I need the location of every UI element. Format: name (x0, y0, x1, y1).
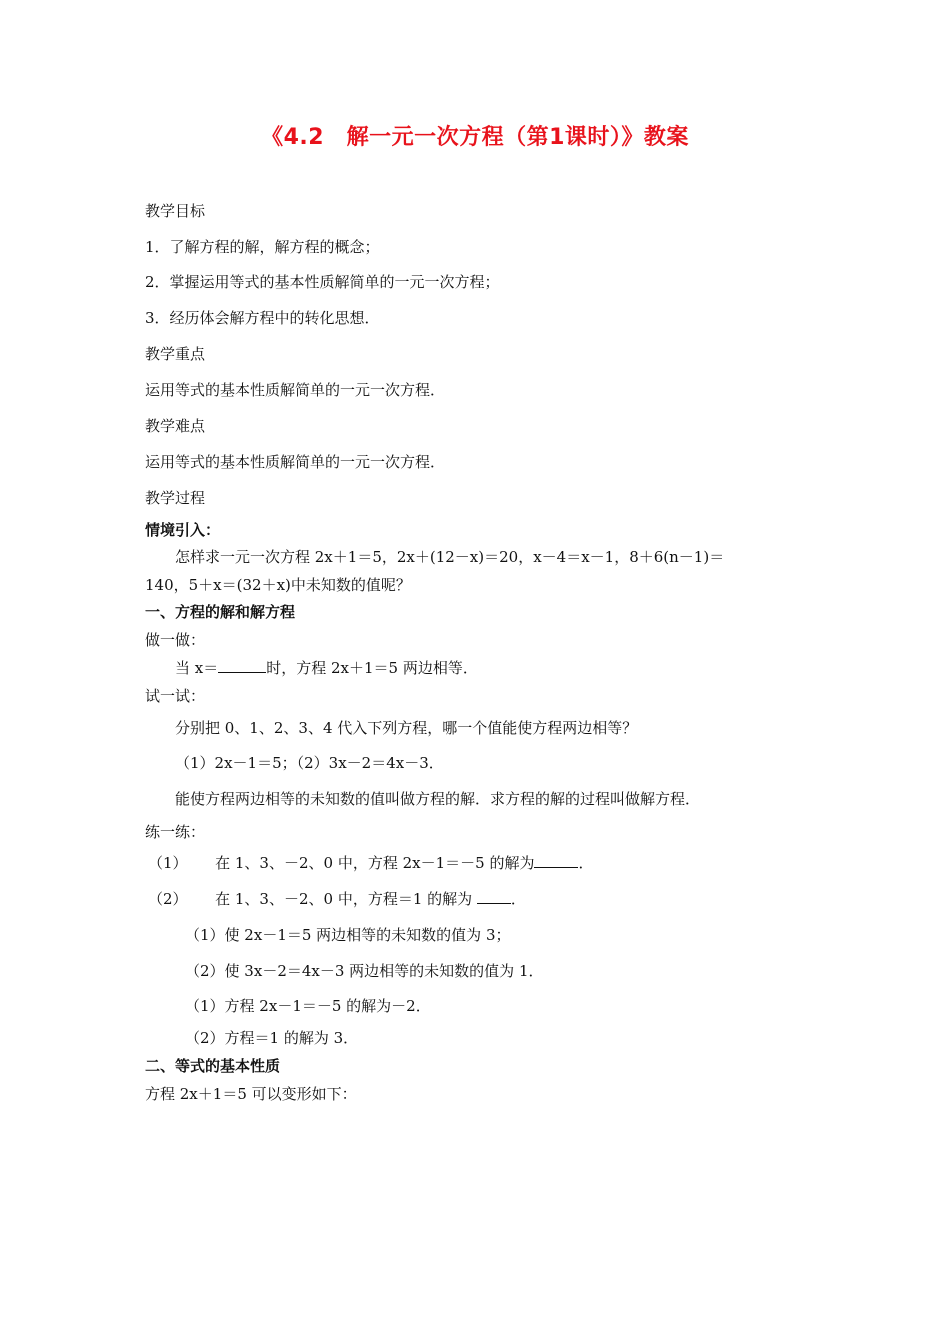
answer-line: （2）方程＝1 的解为 3． (185, 1029, 359, 1047)
answer-line: （1）方程 2x－1＝－5 的解为－2． (185, 997, 431, 1015)
intro-heading: 情境引入： (145, 521, 221, 539)
practice-1-number: （1） (148, 854, 188, 872)
answer-line: （2）使 3x－2＝4x－3 两边相等的未知数的值为 1． (185, 962, 544, 980)
do-sentence (175, 658, 478, 678)
key-point-heading: 教学重点 (145, 345, 206, 363)
answer-blank (534, 853, 578, 868)
practice-2-number: （2） (148, 890, 188, 908)
try-label: 试一试： (145, 687, 206, 705)
objective-item: 3．经历体会解方程中的转化思想． (145, 309, 380, 327)
key-point-text: 运用等式的基本性质解简单的一元一次方程． (145, 381, 446, 399)
section1-heading: 一、方程的解和解方程 (145, 603, 296, 621)
objective-item: 1．了解方程的解，解方程的概念； (145, 238, 380, 256)
practice-2-text: 在 1、3、－2、0 中，方程＝1 的解为 (215, 890, 473, 908)
answer-blank (218, 658, 266, 673)
do-text-a: 当 x＝ (175, 659, 219, 677)
do-text-b: 时，方程 2x＋1＝5 两边相等． (266, 659, 478, 677)
intro-line-1: 怎样求一元一次方程 2x＋1＝5，2x＋(12－x)＝20，x－4＝x－1，8＋6(n－1)＝ (175, 548, 725, 566)
try-text: 分别把 0、1、2、3、4 代入下列方程，哪一个值能使方程两边相等？ (175, 719, 638, 737)
try-equations: （1）2x－1＝5；（2）3x－2＝4x－3． (175, 754, 444, 772)
section2-heading: 二、等式的基本性质 (145, 1057, 281, 1075)
answer-blank (477, 889, 511, 904)
process-heading: 教学过程 (145, 489, 206, 507)
intro-line-2: 140，5＋x＝(32＋x)中未知数的值呢？ (145, 576, 411, 594)
objective-item: 2．掌握运用等式的基本性质解简单的一元一次方程； (145, 273, 500, 291)
document-title: 《4.2 解一元一次方程（第1课时）》教案 (261, 125, 689, 150)
practice-1-text: 在 1、3、－2、0 中，方程 2x－1＝－5 的解为 (215, 854, 535, 872)
practice-2: （2） 在 1、3、－2、0 中，方程＝1 的解为 ． (148, 890, 526, 908)
difficulty-heading: 教学难点 (145, 417, 206, 435)
practice-1: （1） 在 1、3、－2、0 中，方程 2x－1＝－5 的解为 ． (148, 854, 594, 872)
difficulty-text: 运用等式的基本性质解简单的一元一次方程． (145, 453, 446, 471)
section2-text: 方程 2x＋1＝5 可以变形如下： (145, 1085, 357, 1103)
practice-label: 练一练： (145, 823, 206, 841)
do-label: 做一做： (145, 631, 206, 649)
definition-text: 能使方程两边相等的未知数的值叫做方程的解．求方程的解的过程叫做解方程． (175, 790, 701, 808)
objectives-heading: 教学目标 (145, 202, 206, 220)
answer-line: （1）使 2x－1＝5 两边相等的未知数的值为 3； (185, 926, 511, 944)
